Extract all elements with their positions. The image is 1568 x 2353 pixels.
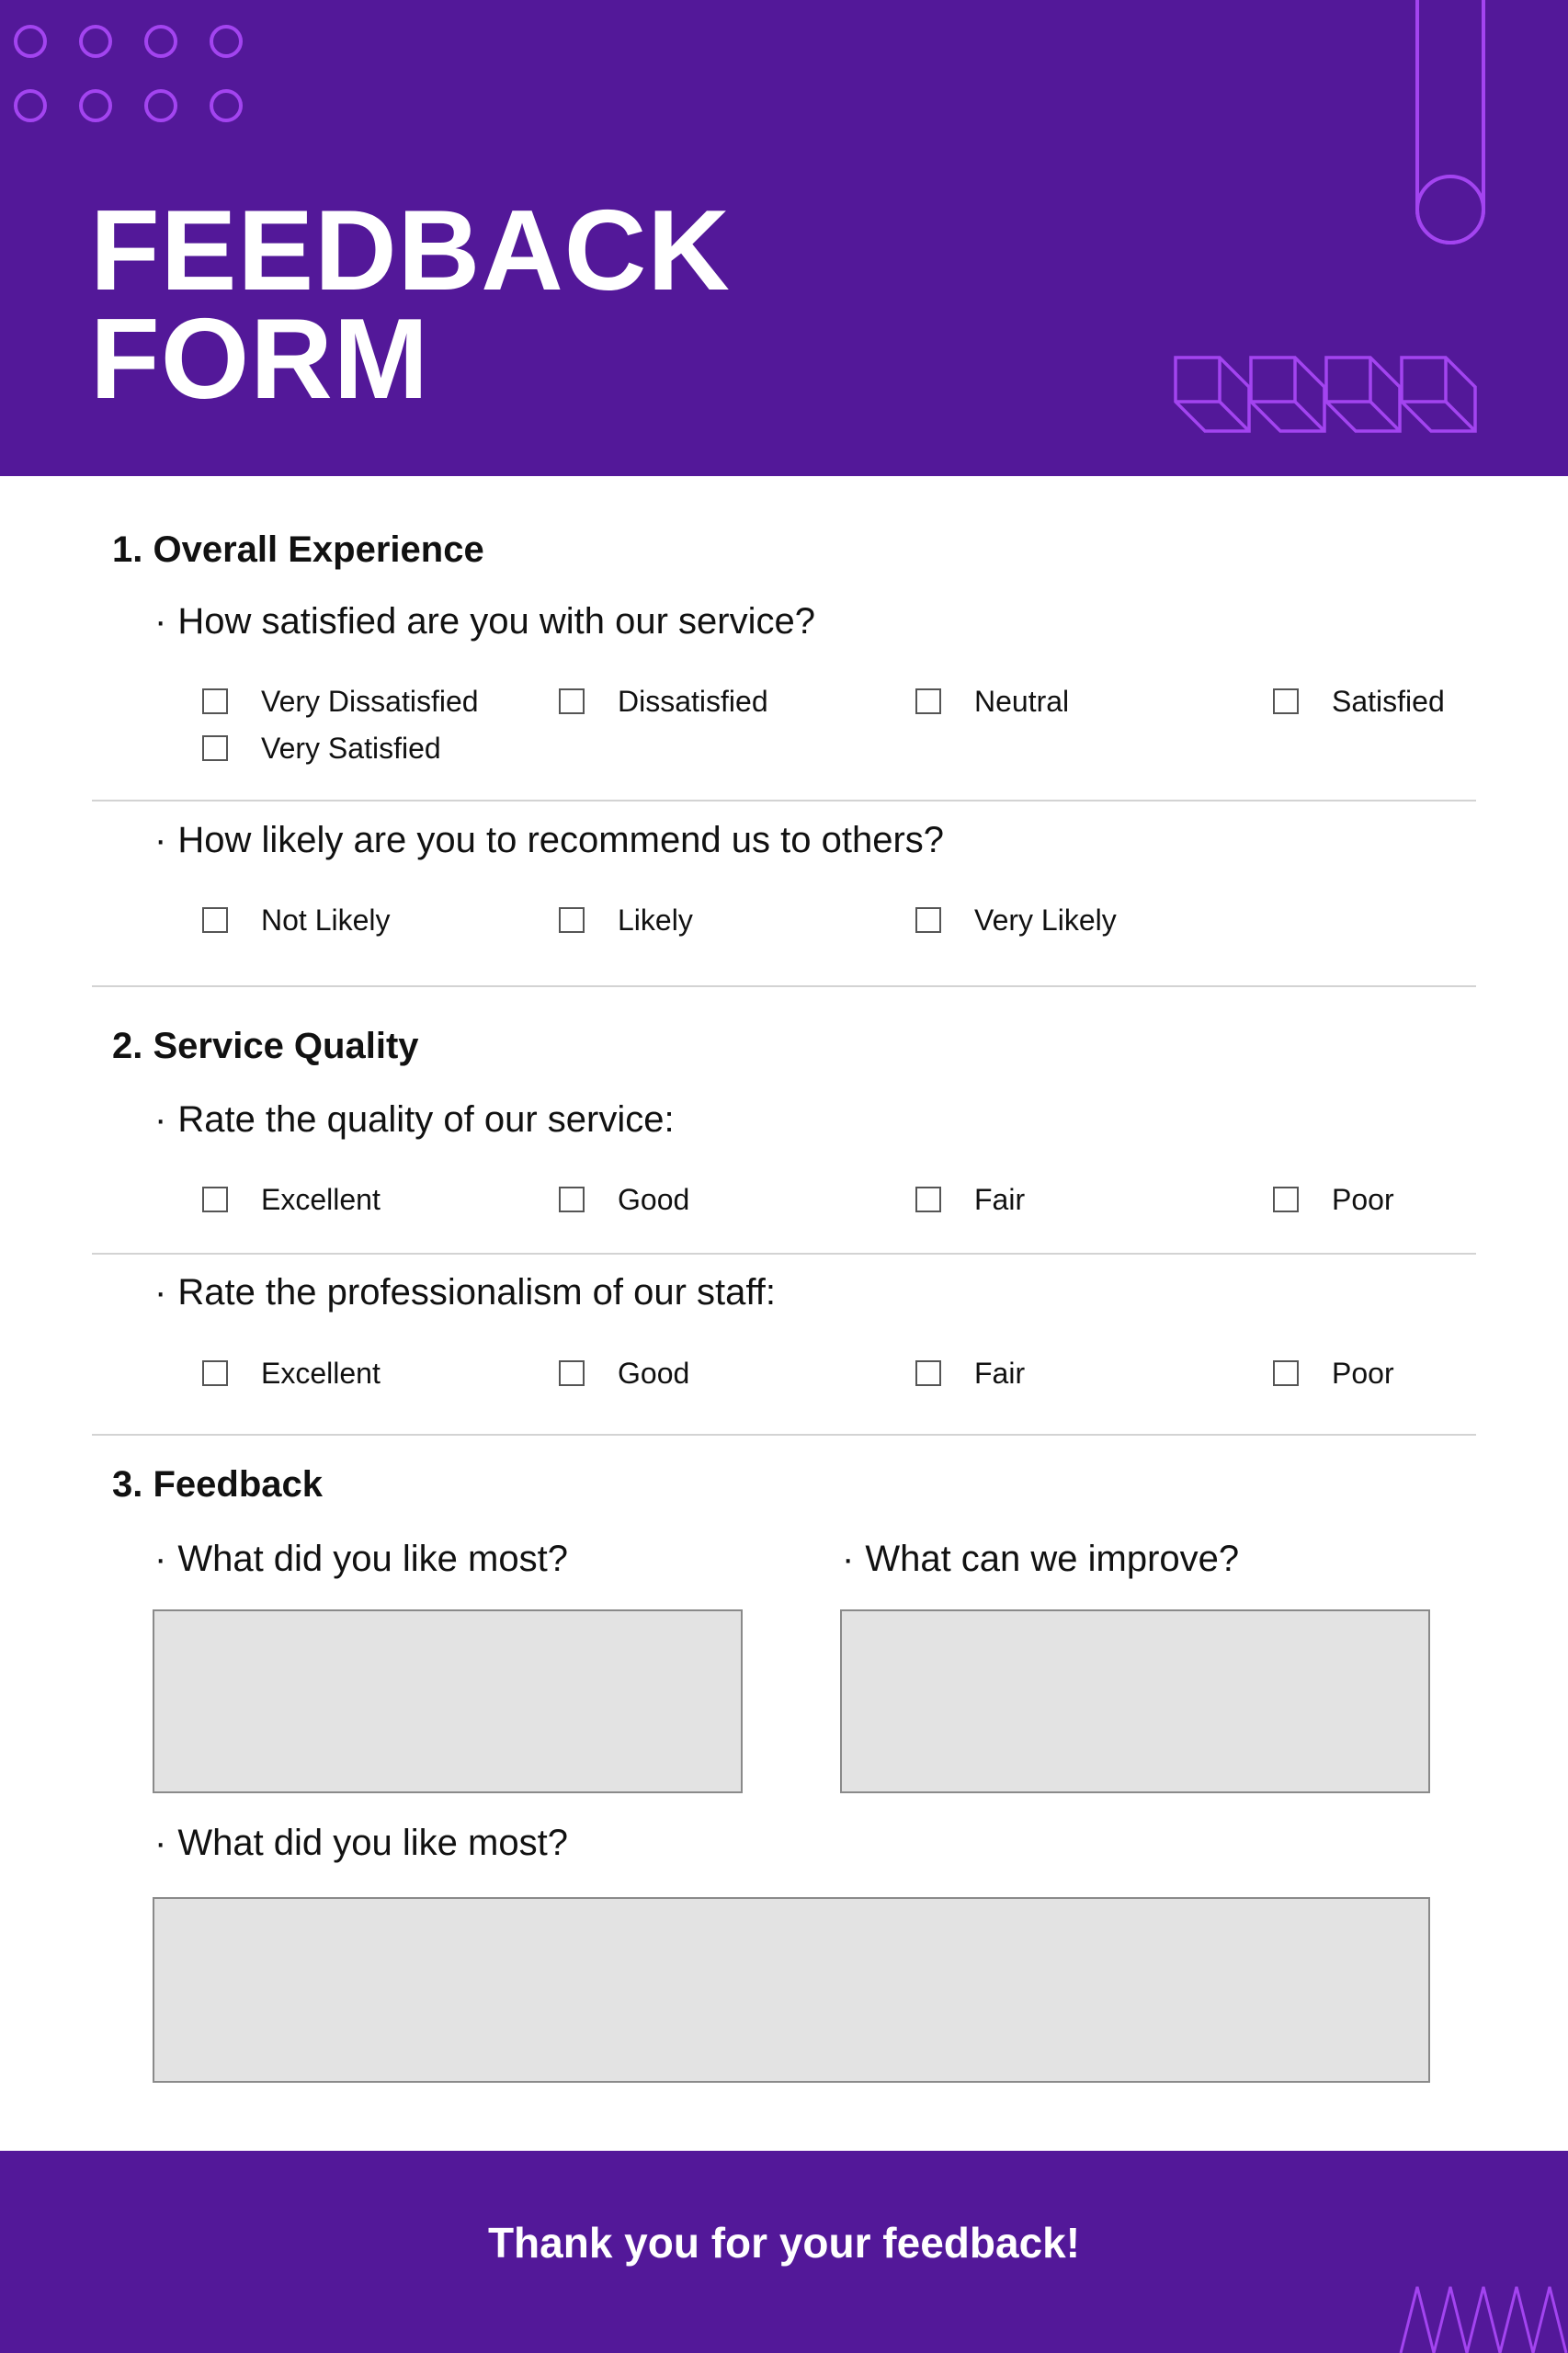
checkbox[interactable] (915, 1360, 941, 1386)
option-likely[interactable] (559, 902, 693, 938)
option-label: Poor (1332, 1356, 1394, 1390)
option-good[interactable] (559, 1355, 689, 1392)
checkbox[interactable] (559, 1360, 585, 1386)
option-label: Very Dissatisfied (261, 684, 479, 718)
checkbox[interactable] (915, 907, 941, 933)
option-label: Excellent (261, 1182, 381, 1216)
form-title-line2: FORM (90, 296, 430, 423)
checkbox[interactable] (202, 907, 228, 933)
section-divider (92, 1434, 1476, 1436)
option-label: Good (618, 1182, 690, 1216)
section-title-service-quality: 2. Service Quality (112, 1026, 419, 1066)
circle-dots-decoration (0, 0, 267, 133)
option-label: Neutral (974, 684, 1070, 718)
question-recommend: · How likely are you to recommend us to others? (154, 820, 944, 861)
option-satisfied[interactable] (1273, 683, 1445, 720)
option-not-likely[interactable] (202, 902, 391, 938)
checkbox[interactable] (202, 688, 228, 714)
checkbox[interactable] (202, 1187, 228, 1212)
checkbox[interactable] (559, 1187, 585, 1212)
section-title-feedback: 3. Feedback (112, 1464, 324, 1505)
option-very-likely[interactable] (915, 902, 1117, 938)
footer-thank-you: Thank you for your feedback! (487, 2219, 1081, 2267)
option-good[interactable] (559, 1181, 689, 1218)
option-poor[interactable] (1273, 1355, 1394, 1392)
option-fair[interactable] (915, 1355, 1025, 1392)
pill-outline-decoration (1406, 0, 1489, 257)
checkbox[interactable] (202, 735, 228, 761)
form-title (90, 188, 731, 423)
footer-banner (0, 2151, 1568, 2353)
question-service-quality: · Rate the quality of our service: (154, 1099, 675, 1141)
option-very-satisfied[interactable] (202, 730, 441, 767)
option-dissatisfied[interactable] (559, 683, 768, 720)
question-liked-most-2: · What did you like most? (154, 1823, 568, 1864)
section-title-overall-experience: 1. Overall Experience (112, 529, 484, 570)
form-title-line1: FEEDBACK (90, 188, 731, 314)
question-improve: · What can we improve? (842, 1539, 1239, 1580)
zigzag-line-decoration (1397, 2279, 1568, 2353)
liked-most-wide-textbox[interactable] (153, 1897, 1430, 2083)
option-label: Excellent (261, 1356, 381, 1390)
section-divider (92, 985, 1476, 987)
option-fair[interactable] (915, 1181, 1025, 1218)
option-label: Good (618, 1356, 690, 1390)
option-label: Satisfied (1332, 684, 1445, 718)
liked-most-textbox[interactable] (153, 1609, 743, 1793)
option-label: Not Likely (261, 903, 391, 937)
divider (92, 1253, 1476, 1255)
option-very-dissatisfied[interactable] (202, 683, 479, 720)
option-label: Very Satisfied (261, 731, 441, 765)
question-satisfaction: · How satisfied are you with our service? (154, 601, 815, 642)
option-neutral[interactable] (915, 683, 1069, 720)
question-liked-most: · What did you like most? (154, 1539, 568, 1580)
checkbox[interactable] (559, 688, 585, 714)
divider (92, 800, 1476, 801)
option-label: Dissatisfied (618, 684, 768, 718)
checkbox[interactable] (915, 688, 941, 714)
option-label: Poor (1332, 1182, 1394, 1216)
option-excellent[interactable] (202, 1355, 381, 1392)
option-label: Very Likely (974, 903, 1117, 937)
question-staff-professionalism: · Rate the professionalism of our staff: (154, 1272, 776, 1313)
zigzag-blocks-decoration (1172, 354, 1484, 437)
checkbox[interactable] (559, 907, 585, 933)
option-label: Fair (974, 1356, 1026, 1390)
option-label: Likely (618, 903, 693, 937)
option-excellent[interactable] (202, 1181, 381, 1218)
checkbox[interactable] (202, 1360, 228, 1386)
checkbox[interactable] (915, 1187, 941, 1212)
option-label: Fair (974, 1182, 1026, 1216)
checkbox[interactable] (1273, 1187, 1299, 1212)
checkbox[interactable] (1273, 688, 1299, 714)
checkbox[interactable] (1273, 1360, 1299, 1386)
improve-textbox[interactable] (840, 1609, 1430, 1793)
option-poor[interactable] (1273, 1181, 1394, 1218)
header-banner (0, 0, 1568, 476)
